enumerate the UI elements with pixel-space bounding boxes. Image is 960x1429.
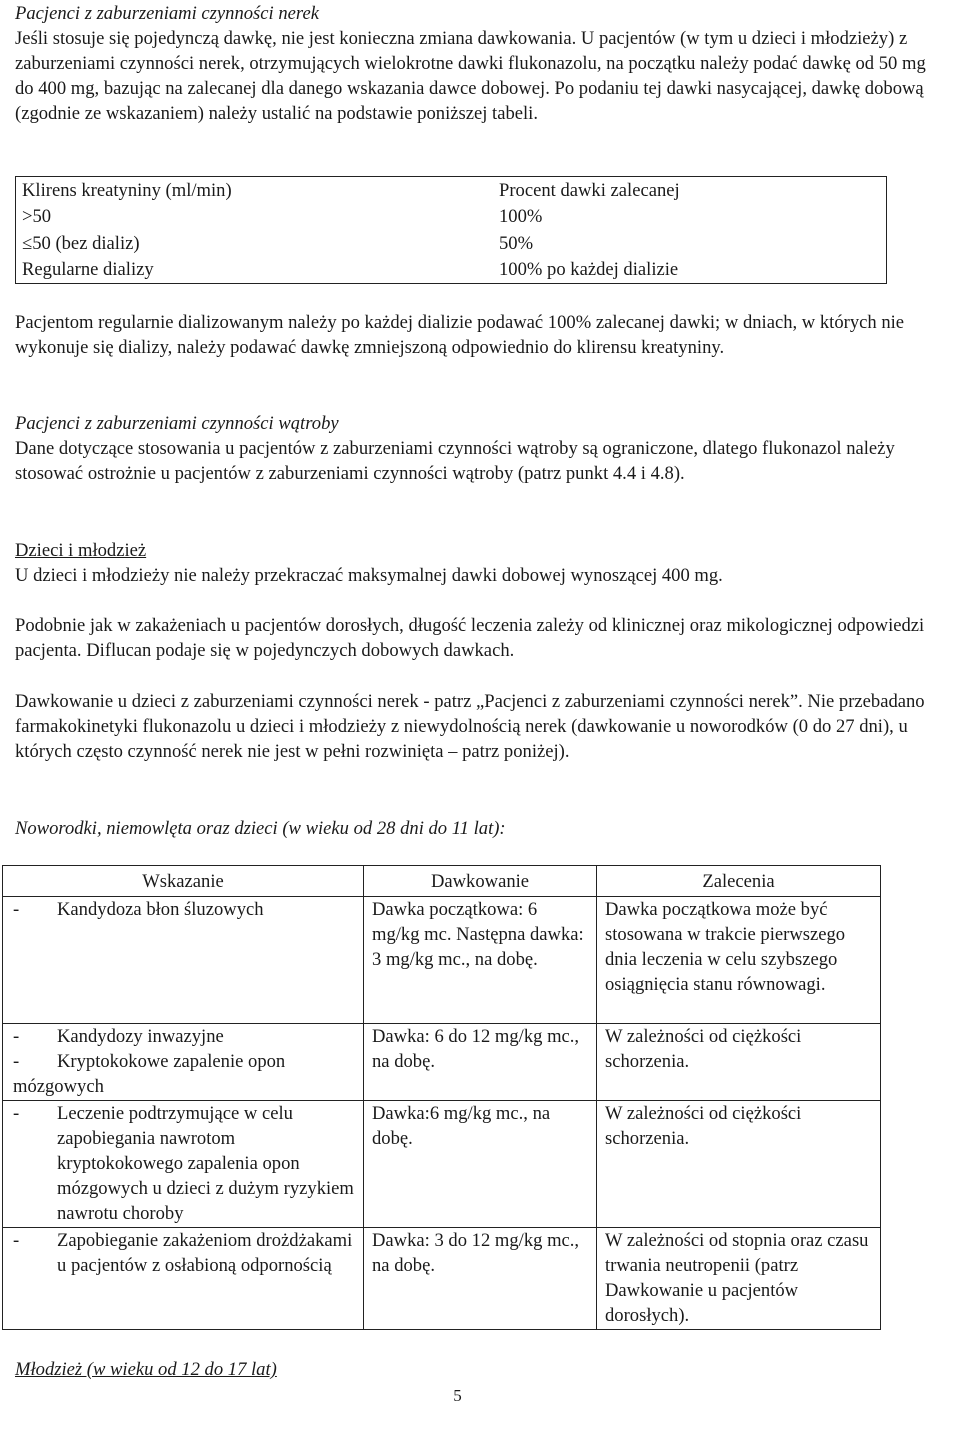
recommendation-header: Zalecenia — [597, 866, 881, 897]
dosage-cell: Dawka: 6 do 12 mg/kg mc., na dobę. — [364, 1024, 597, 1101]
percent-cell: 50% — [499, 232, 534, 254]
dosage-cell: Dawka początkowa: 6 mg/kg mc. Następna dawka: 3 mg/kg mc., na dobę. — [364, 897, 597, 1024]
table-row — [16, 230, 886, 257]
table-header-row — [16, 177, 886, 204]
children-subheading: Noworodki, niemowlęta oraz dzieci (w wieku od 28 dni do 11 lat): — [15, 818, 506, 839]
dosage-cell: Dawka: 3 do 12 mg/kg mc., na dobę. — [364, 1228, 597, 1330]
hepatic-heading: Pacjenci z zaburzeniami czynności wątroby — [15, 413, 339, 434]
renal-heading: Pacjenci z zaburzeniami czynności nerek — [15, 3, 319, 24]
indication-text: Kryptokokowe zapalenie opon mózgowych — [13, 1051, 286, 1097]
table-row — [3, 1228, 881, 1330]
clearance-header: Klirens kreatyniny (ml/min) — [22, 179, 232, 201]
dash-marker: - — [13, 1051, 20, 1072]
recommendation-cell: W zależności od ciężkości schorzenia. — [597, 1101, 881, 1228]
clearance-cell: ≤50 (bez dializ) — [22, 232, 140, 254]
hepatic-paragraph: Dane dotyczące stosowania u pacjentów z zaburzeniami czynności wątroby są ograniczone, dlatego flukonazol należy stosować ostrożnie u pacjentów z zaburzeniami czynności wątroby (patrz punkt 4.4 i 4.8). — [15, 438, 895, 484]
creatinine-clearance-table — [15, 176, 887, 284]
table-row — [3, 1024, 881, 1101]
dash-marker: - — [13, 899, 20, 920]
indication-text: Kandydozy inwazyjne — [57, 1026, 224, 1047]
youth-heading: Młodzież (w wieku od 12 do 17 lat) — [15, 1359, 277, 1380]
indication-cell — [3, 897, 364, 1024]
indication-text: Zapobieganie zakażeniom drożdżakami u pacjentów z osłabioną odpornością — [57, 1230, 353, 1276]
table-row — [16, 204, 886, 231]
indication-text: Kandydoza błon śluzowych — [57, 899, 264, 920]
table-row — [16, 257, 886, 284]
clearance-cell: Regularne dializy — [22, 259, 154, 281]
recommendation-cell: W zależności od ciężkości schorzenia. — [597, 1024, 881, 1101]
dash-marker: - — [13, 1026, 20, 1047]
dosage-header: Dawkowanie — [364, 866, 597, 897]
dialysis-note: Pacjentom regularnie dializowanym należy po każdej dializie podawać 100% zalecanej dawki; w dniach, w których nie wykonuje się dializy, należy podawać dawkę zmniejszoną odpowiednio do klirensu kreatyniny. — [15, 312, 905, 358]
page-number: 5 — [453, 1386, 462, 1405]
indication-text-2 — [13, 1049, 363, 1099]
percent-header: Procent dawki zalecanej — [499, 179, 680, 201]
table-row — [3, 897, 881, 1024]
children-paragraph-1: U dzieci i młodzieży nie należy przekraczać maksymalnej dawki dobowej wynoszącej 400 mg. — [15, 565, 723, 586]
table-row — [3, 1101, 881, 1228]
dash-marker: - — [13, 1230, 20, 1251]
percent-cell: 100% — [499, 206, 543, 228]
children-paragraph-3: Dawkowanie u dzieci z zaburzeniami czynności nerek - patrz „Pacjenci z zaburzeniami czynności nerek”. Nie przebadano farmakokinetyki flukonazolu u dzieci i młodzieży z niewydolnością nerek (dawkowanie u noworodków (0 do 27 dni), u których często czynność nerek nie jest w pełni rozwinięta – patrz poniżej). — [15, 691, 925, 762]
indication-cell — [3, 1228, 364, 1330]
indication-header: Wskazanie — [3, 866, 364, 897]
recommendation-cell: Dawka początkowa może być stosowana w trakcie pierwszego dnia leczenia w celu szybszego osiągnięcia stanu równowagi. — [597, 897, 881, 1024]
indication-text: Leczenie podtrzymujące w celu zapobiegania nawrotom kryptokokowego zapalenia opon mózgowych u dzieci z dużym ryzykiem nawrotu choroby — [57, 1103, 354, 1224]
percent-cell: 100% po każdej dializie — [499, 259, 679, 281]
dosing-table — [2, 865, 881, 1330]
table-header-row — [3, 866, 881, 897]
dash-marker: - — [13, 1103, 20, 1124]
children-heading: Dzieci i młodzież — [15, 540, 147, 561]
children-paragraph-2: Podobnie jak w zakażeniach u pacjentów dorosłych, długość leczenia zależy od klinicznej oraz mikologicznej odpowiedzi pacjenta. Diflucan podaje się w pojedynczych dobowych dawkach. — [15, 615, 925, 661]
renal-paragraph: Jeśli stosuje się pojedynczą dawkę, nie jest konieczna zmiana dawkowania. U pacjentów (w tym u dzieci i młodzieży) z zaburzeniami czynności nerek, otrzymujących wielokrotne dawki flukonazolu, na początku należy podać dawkę od 50 mg do 400 mg, bazując na zalecanej dla danego wskazania dawce dobowej. Po podaniu tej dawki nasycającej, dawkę dobową (zgodnie ze wskazaniem) należy ustalić na podstawie poniższej tabeli. — [15, 28, 926, 124]
dosage-cell: Dawka:6 mg/kg mc., na dobę. — [364, 1101, 597, 1228]
clearance-cell: >50 — [22, 206, 52, 228]
indication-cell — [3, 1101, 364, 1228]
indication-cell — [3, 1024, 364, 1101]
recommendation-cell: W zależności od stopnia oraz czasu trwania neutropenii (patrz Dawkowanie u pacjentów dorosłych). — [597, 1228, 881, 1330]
